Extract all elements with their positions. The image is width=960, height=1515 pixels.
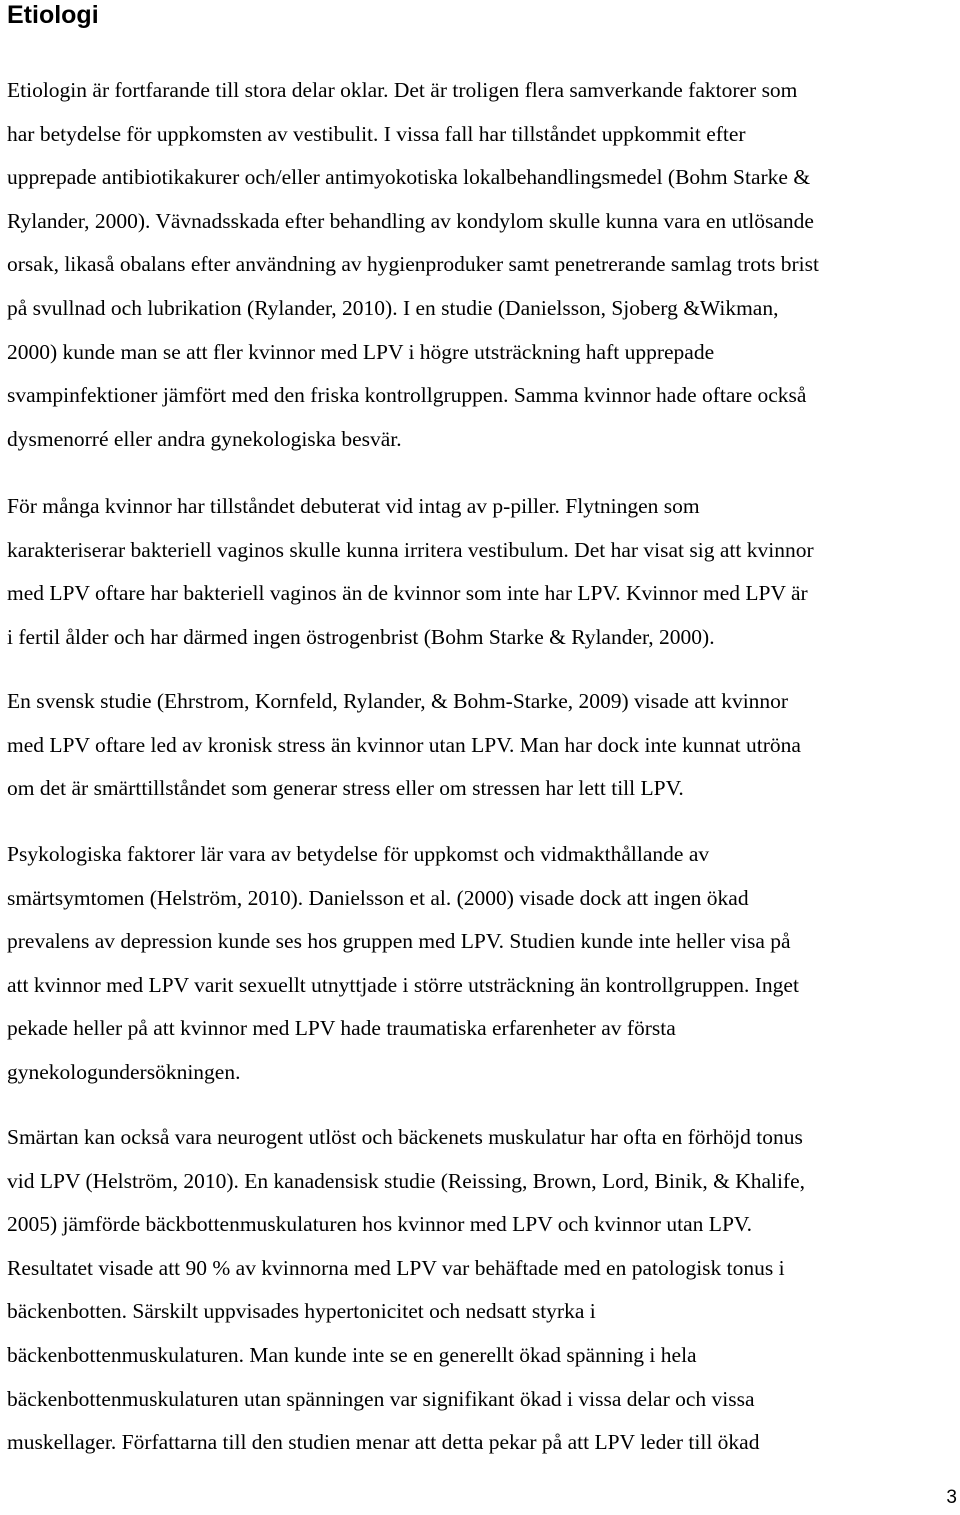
text-line: En svensk studie (Ehrstrom, Kornfeld, Rylander, & Bohm-Starke, 2009) visade att kvinnor bbox=[7, 689, 789, 713]
paragraph-3 bbox=[7, 680, 960, 811]
text-line: Rylander, 2000). Vävnadsskada efter behandling av kondylom skulle kunna vara en utlösande bbox=[7, 208, 814, 233]
text-line: smärtsymtomen (Helström, 2010). Danielsson et al. (2000) visade dock att ingen ökad bbox=[7, 885, 749, 910]
text-line: svampinfektioner jämfört med den friska kontrollgruppen. Samma kvinnor hade oftare också bbox=[7, 383, 807, 408]
text-line: att kvinnor med LPV varit sexuellt utnyttjade i större utsträckning än kontrollgruppen. Inget bbox=[7, 972, 799, 997]
text-line: bäckenbottenmuskulaturen. Man kunde inte se en generellt ökad spänning i hela bbox=[7, 1342, 697, 1367]
text-line: i fertil ålder och har därmed ingen östrogenbrist (Bohm Starke & Rylander, 2000). bbox=[7, 624, 715, 649]
text-line: orsak, likaså obalans efter användning av hygienproduker samt penetrerande samlag trots brist bbox=[7, 252, 819, 277]
text-line: Smärtan kan också vara neurogent utlöst och bäckenets muskulatur har ofta en förhöjd tonus bbox=[7, 1125, 803, 1149]
section-heading: Etiologi bbox=[7, 1, 99, 29]
text-line: har betydelse för uppkomsten av vestibulit. I vissa fall har tillståndet uppkommit efter bbox=[7, 121, 746, 146]
text-line: muskellager. Författarna till den studien menar att detta pekar på att LPV leder till ökad bbox=[7, 1430, 760, 1455]
text-line: bäckenbottenmuskulaturen utan spänningen var signifikant ökad i vissa delar och vissa bbox=[7, 1386, 755, 1411]
text-line: Psykologiska faktorer lär vara av betydelse för uppkomst och vidmakthållande av bbox=[7, 842, 710, 866]
paragraph-4 bbox=[7, 833, 960, 1095]
paragraph-5 bbox=[7, 1116, 960, 1465]
text-line: vid LPV (Helström, 2010). En kanadensisk studie (Reissing, Brown, Lord, Binik, & Khalife, bbox=[7, 1168, 806, 1193]
text-line: med LPV oftare led av kronisk stress än kvinnor utan LPV. Man har dock inte kunnat utröna bbox=[7, 732, 801, 757]
text-line: För många kvinnor har tillståndet debuterat vid intag av p-piller. Flytningen som bbox=[7, 494, 700, 518]
text-line: karakteriserar bakteriell vaginos skulle kunna irritera vestibulum. Det har visat sig att kvinnor bbox=[7, 537, 814, 562]
text-line: dysmenorré eller andra gynekologiska besvär. bbox=[7, 426, 402, 451]
text-line: prevalens av depression kunde ses hos gruppen med LPV. Studien kunde inte heller visa på bbox=[7, 929, 791, 954]
text-line: Etiologin är fortfarande till stora delar oklar. Det är troligen flera samverkande faktorer som bbox=[7, 78, 798, 102]
paragraph-2 bbox=[7, 485, 960, 659]
text-line: med LPV oftare har bakteriell vaginos än de kvinnor som inte har LPV. Kvinnor med LPV är bbox=[7, 581, 808, 606]
text-line: gynekologundersökningen. bbox=[7, 1059, 241, 1084]
text-line: Resultatet visade att 90 % av kvinnorna med LPV var behäftade med en patologisk tonus i bbox=[7, 1255, 785, 1280]
text-line: 2005) jämförde bäckbottenmuskulaturen hos kvinnor med LPV och kvinnor utan LPV. bbox=[7, 1212, 753, 1237]
text-line: på svullnad och lubrikation (Rylander, 2010). I en studie (Danielsson, Sjoberg &Wikman, bbox=[7, 295, 779, 320]
text-line: om det är smärttillståndet som generar stress eller om stressen har lett till LPV. bbox=[7, 776, 684, 801]
paragraph-1 bbox=[7, 69, 960, 461]
text-line: 2000) kunde man se att fler kvinnor med LPV i högre utsträckning haft upprepade bbox=[7, 339, 715, 364]
text-line: upprepade antibiotikakurer och/eller antimyokotiska lokalbehandlingsmedel (Bohm Starke & bbox=[7, 165, 811, 190]
text-line: bäckenbotten. Särskilt uppvisades hypertonicitet och nedsatt styrka i bbox=[7, 1299, 596, 1324]
page-number: 3 bbox=[946, 1487, 957, 1508]
text-line: pekade heller på att kvinnor med LPV hade traumatiska erfarenheter av första bbox=[7, 1016, 676, 1041]
